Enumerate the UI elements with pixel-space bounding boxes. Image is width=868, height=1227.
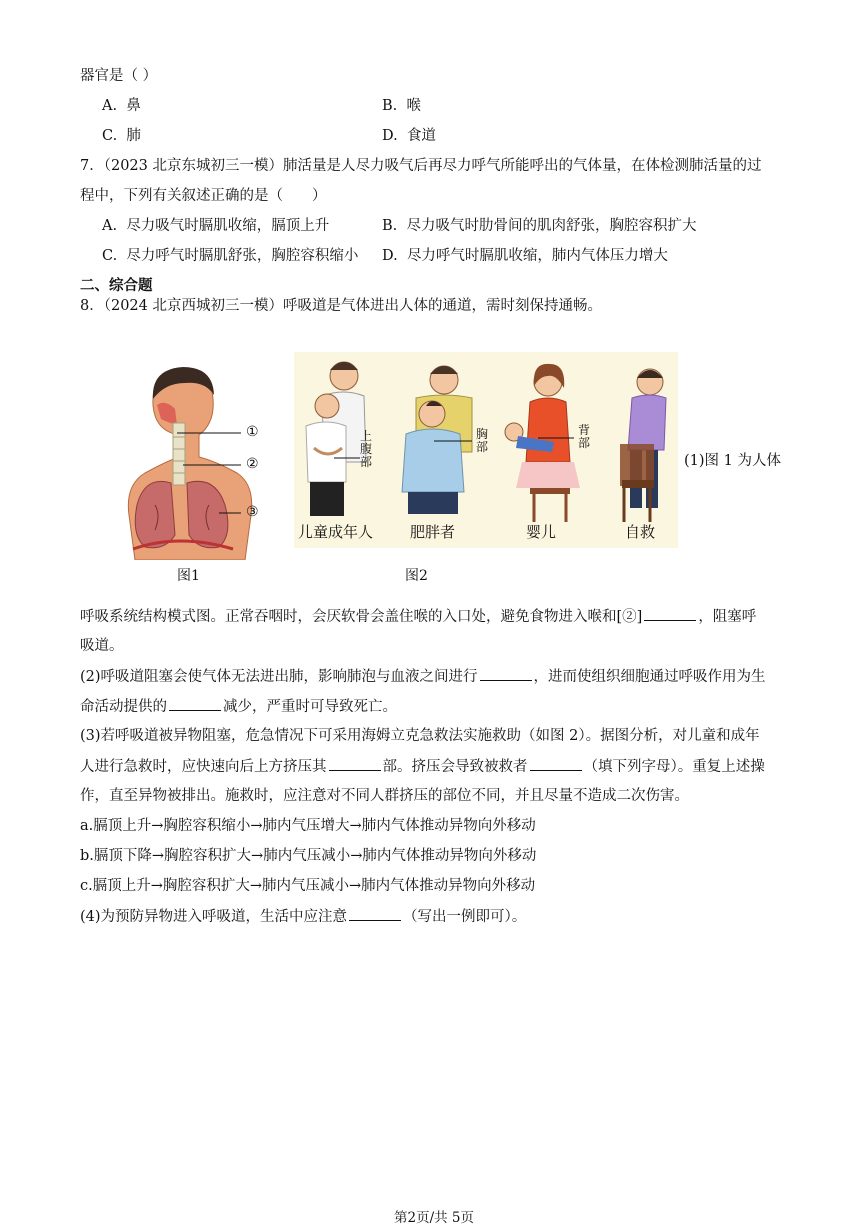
q8-part2-line1: (2)呼吸道阻塞会使气体无法进出肺，影响肺泡与血液之间进行 ，进而使组织细胞通过呼吸作用为生 — [80, 666, 766, 687]
q8-choice-a: a.膈顶上升→胸腔容积缩小→肺内气压增大→肺内气体推动异物向外移动 — [80, 818, 536, 834]
label-infant: 婴儿 — [526, 523, 557, 541]
figure-2-heimlich — [294, 352, 678, 548]
q8-part1-line1: 呼吸系统结构模式图。正常吞咽时，会厌软骨会盖住喉的入口处，避免食物进入喉和[②] ，阻塞呼 — [80, 606, 756, 627]
q6-option-c: C. 肺 — [102, 128, 141, 144]
q8-choice-b: b.膈顶下降→胸腔容积扩大→肺内气压减小→肺内气体推动异物向外移动 — [80, 848, 537, 864]
q7-stem-line2: 程中，下列有关叙述正确的是（ ） — [80, 188, 327, 204]
q8-intro: 8．（2024 北京西城初三一模）呼吸道是气体进出人体的通道，需时刻保持通畅。 — [80, 298, 602, 314]
answer-blank[interactable] — [349, 906, 401, 921]
part-back: 背部 — [578, 423, 591, 450]
answer-blank[interactable] — [530, 756, 582, 771]
q6-option-d: D. 食道 — [382, 128, 436, 144]
label-self-rescue: 自救 — [625, 523, 656, 541]
answer-blank[interactable] — [644, 606, 696, 621]
part-upper-abdomen: 上腹部 — [360, 429, 373, 469]
label-2: ② — [246, 456, 259, 472]
q8-part1-line2: 吸道。 — [80, 638, 124, 654]
q7-option-d: D. 尽力呼气时膈肌收缩，肺内气体压力增大 — [382, 248, 668, 264]
q7-option-b: B. 尽力吸气时肋骨间的肌肉舒张，胸腔容积扩大 — [382, 218, 697, 234]
q8-part1-side: (1)图 1 为人体 — [684, 453, 781, 469]
q8-choice-c: c.膈顶上升→胸腔容积扩大→肺内气压减小→肺内气体推动异物向外移动 — [80, 878, 536, 894]
label-child-adult: 儿童成年人 — [298, 523, 374, 541]
label-1: ① — [246, 424, 259, 440]
q7-stem-line1: 7．（2023 北京东城初三一模）肺活量是人尽力吸气后再尽力呼气所能呼出的气体量，在体检测肺活量的过 — [80, 158, 762, 174]
figure-2-caption: 图2 — [405, 568, 428, 584]
section-title: 二、综合题 — [80, 277, 153, 294]
q7-option-c: C. 尽力呼气时膈肌舒张，胸腔容积缩小 — [102, 248, 359, 264]
q7-option-a: A. 尽力吸气时膈肌收缩，膈顶上升 — [102, 218, 330, 234]
q8-part4: (4)为预防异物进入呼吸道，生活中应注意 （写出一例即可）。 — [80, 906, 526, 927]
q6-option-b: B. 喉 — [382, 98, 421, 114]
q8-part2-line2: 命活动提供的 减少，严重时可导致死亡。 — [80, 696, 397, 717]
figure-1-caption: 图1 — [177, 568, 200, 584]
q8-part3-line1: (3)若呼吸道被异物阻塞，危急情况下可采用海姆立克急救法实施救助（如图 2）。据图分析，对儿童和成年 — [80, 728, 760, 744]
label-3: ③ — [246, 504, 259, 520]
figure-1-respiratory-system — [115, 365, 280, 560]
answer-blank[interactable] — [329, 756, 381, 771]
q8-part3-line3: 作，直至异物被排出。施救时，应注意对不同人群挤压的部位不同，并且尽量不造成二次伤害。 — [80, 788, 689, 804]
answer-blank[interactable] — [480, 666, 532, 681]
part-chest: 胸部 — [476, 427, 489, 454]
label-obese: 肥胖者 — [410, 523, 456, 541]
q6-option-a: A. 鼻 — [102, 98, 141, 114]
page-footer: 第2页/共 5页 — [393, 1210, 475, 1226]
q8-part3-line2: 人进行急救时，应快速向后上方挤压其 部。挤压会导致被救者 （填下列字母）。重复上述操 — [80, 756, 765, 777]
q6-stem: 器官是（ ） — [80, 68, 158, 84]
answer-blank[interactable] — [169, 696, 221, 711]
